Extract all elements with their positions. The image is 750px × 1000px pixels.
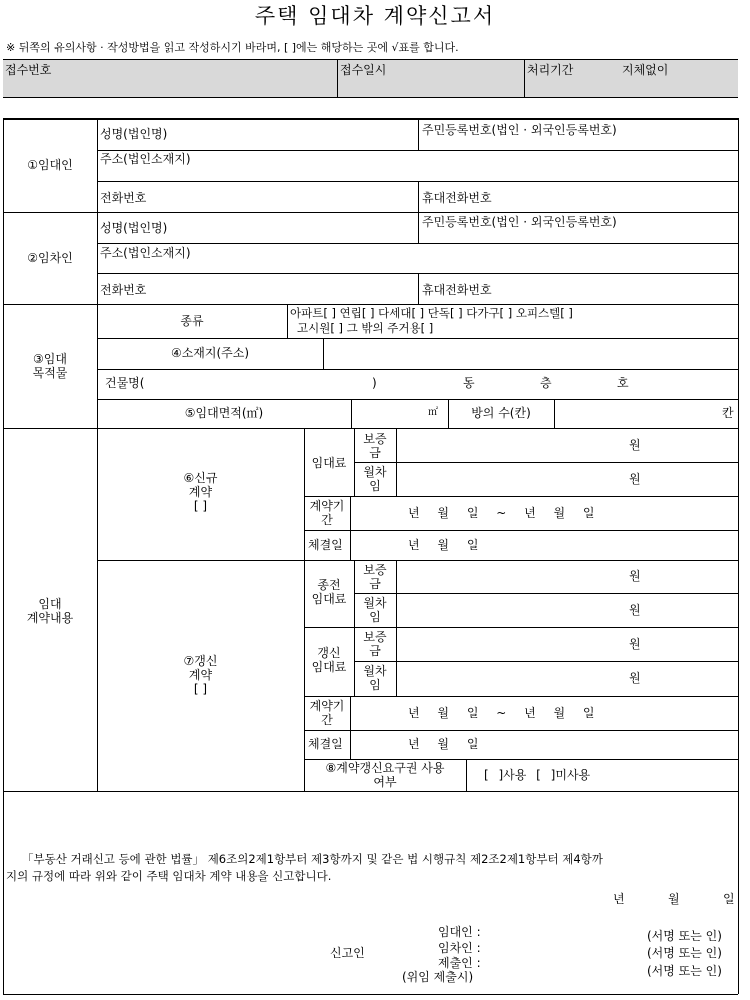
renew-monthly-label: 월차 임 xyxy=(363,664,387,692)
date-day[interactable]: 일 xyxy=(723,892,735,906)
property-type-label: 종류 xyxy=(180,314,204,328)
new-deposit-label: 보증 금 xyxy=(363,432,387,460)
rooms-unit: 칸 xyxy=(722,406,734,420)
property-section-label: ③임대 목적물 xyxy=(32,352,68,380)
renew-deposit-won[interactable]: 원 xyxy=(629,637,641,651)
tenant-id-field[interactable]: 주민등록번호(법인 · 외국인등록번호) xyxy=(422,215,617,229)
rental-area-label: ⑤임대면적(㎡) xyxy=(184,406,264,420)
reporter-tenant: 임차인 : xyxy=(438,941,481,955)
tenant-phone-field[interactable]: 전화번호 xyxy=(100,283,147,297)
building-name-close: ) xyxy=(372,376,377,390)
renewal-right-options[interactable]: [ ]사용 [ ]미사용 xyxy=(484,768,591,782)
new-monthly-label: 월차 임 xyxy=(363,465,387,493)
form-title: 주택 임대차 계약신고서 xyxy=(254,4,496,28)
tenant-address-field[interactable]: 주소(법인소재지) xyxy=(100,246,191,260)
processing-period-label: 처리기간 xyxy=(527,63,574,77)
new-rent-label: 임대료 xyxy=(311,456,347,470)
reporter-label: 신고인 xyxy=(330,946,365,960)
reporter-submitter: 제출인 : xyxy=(438,956,481,970)
new-monthly-won[interactable]: 원 xyxy=(629,472,641,486)
area-unit: ㎡ xyxy=(428,407,438,418)
tenant-name-field[interactable]: 성명(법인명) xyxy=(100,221,168,235)
reporter-landlord: 임대인 : xyxy=(438,925,481,939)
landlord-address-field[interactable]: 주소(법인소재지) xyxy=(100,152,191,166)
signature-landlord[interactable]: (서명 또는 인) xyxy=(647,929,722,943)
reporter-delegated: (위임 제출시) xyxy=(402,970,474,984)
landlord-mobile-field[interactable]: 휴대전화번호 xyxy=(422,191,492,205)
new-period-label: 계약기 간 xyxy=(309,499,345,527)
tenant-mobile-field[interactable]: 휴대전화번호 xyxy=(422,283,492,297)
renew-period-field[interactable]: 년 월 일 ~ 년 월 일 xyxy=(408,706,595,720)
receipt-number-label: 접수번호 xyxy=(5,63,52,77)
processing-period-value: 지체없이 xyxy=(622,63,669,77)
renew-rent-label: 갱신 임대료 xyxy=(311,646,347,674)
signature-tenant[interactable]: (서명 또는 인) xyxy=(647,946,722,960)
property-location-label: ④소재지(주소) xyxy=(170,346,250,360)
receipt-date-label: 접수일시 xyxy=(340,63,387,77)
renew-contract-checkbox[interactable]: ⑦갱신 계약 [ ] xyxy=(183,654,218,696)
contract-section-label: 임대 계약내용 xyxy=(26,597,74,625)
signature-submitter[interactable]: (서명 또는 인) xyxy=(647,964,722,978)
rooms-label: 방의 수(칸) xyxy=(471,406,531,420)
renew-deposit-label: 보증 금 xyxy=(363,630,387,658)
renew-period-label: 계약기 간 xyxy=(309,699,345,727)
renew-signed-label: 체결일 xyxy=(308,737,343,751)
property-type-options-2[interactable]: 고시원[ ] 그 밖의 주거용[ ] xyxy=(297,321,434,335)
new-signed-label: 체결일 xyxy=(308,538,343,552)
new-signed-field[interactable]: 년 월 일 xyxy=(408,538,479,552)
property-type-options-1[interactable]: 아파트[ ] 연립[ ] 다세대[ ] 단독[ ] 다가구[ ] 오피스텔[ ] xyxy=(290,306,573,320)
prev-monthly-label: 월차 임 xyxy=(363,596,387,624)
date-month[interactable]: 월 xyxy=(668,892,680,906)
renew-signed-field[interactable]: 년 월 일 xyxy=(408,737,479,751)
landlord-section-label: ①임대인 xyxy=(27,158,73,172)
declaration-text-line1: 「부동산 거래신고 등에 관한 법률」 제6조의2제1항부터 제3항까지 및 같은 법 시행규칙 제2조2제1항부터 제4항까 xyxy=(22,852,603,866)
unit-label: 호 xyxy=(617,376,629,390)
tenant-section-label: ②임차인 xyxy=(27,251,73,265)
prev-deposit-label: 보증 금 xyxy=(363,563,387,591)
dong-label: 동 xyxy=(463,376,475,390)
instruction-note: ※ 뒤쪽의 유의사항 · 작성방법을 읽고 작성하시기 바라며, [ ]에는 해당하는 곳에 √표를 합니다. xyxy=(6,41,459,54)
new-contract-checkbox[interactable]: ⑥신규 계약 [ ] xyxy=(183,471,218,513)
building-name-field[interactable]: 건물명( xyxy=(105,376,145,390)
prev-deposit-won[interactable]: 원 xyxy=(629,569,641,583)
renewal-right-label: ⑧계약갱신요구권 사용 여부 xyxy=(325,761,445,789)
date-year[interactable]: 년 xyxy=(613,892,625,906)
landlord-phone-field[interactable]: 전화번호 xyxy=(100,191,147,205)
renew-monthly-won[interactable]: 원 xyxy=(629,671,641,685)
declaration-text-line2: 지의 규정에 따라 위와 같이 주택 임대차 계약 내용을 신고합니다. xyxy=(6,869,332,883)
floor-label: 층 xyxy=(540,376,552,390)
landlord-id-field[interactable]: 주민등록번호(법인 · 외국인등록번호) xyxy=(422,123,617,137)
prev-monthly-won[interactable]: 원 xyxy=(629,603,641,617)
prev-rent-label: 종전 임대료 xyxy=(311,578,347,606)
landlord-name-field[interactable]: 성명(법인명) xyxy=(100,127,168,141)
new-deposit-won[interactable]: 원 xyxy=(629,438,641,452)
new-period-field[interactable]: 년 월 일 ~ 년 월 일 xyxy=(408,506,595,520)
